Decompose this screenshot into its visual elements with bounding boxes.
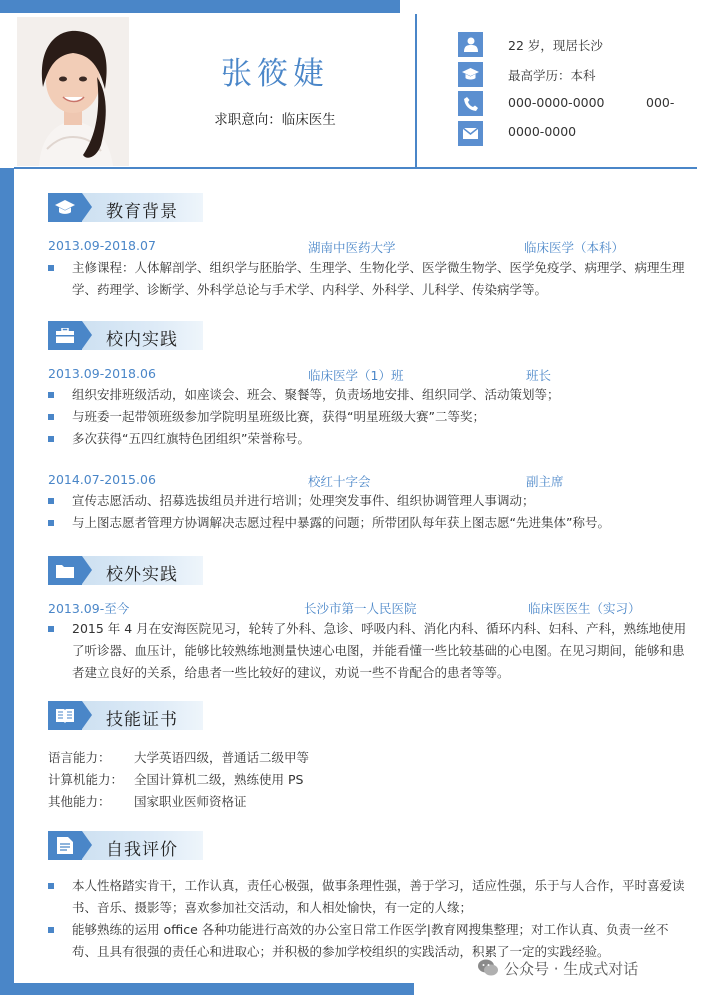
entry-role: 副主席: [526, 474, 564, 489]
skill-label: 语言能力：: [48, 750, 111, 765]
section-title: 校内实践: [106, 330, 178, 350]
self-eval-bullets: [48, 875, 688, 963]
bullet-item: 能够熟练的运用 office 各种功能进行高效的办公室日常工作医学|教育网搜集整理；对工作认真、负责一丝不苟、且具有很强的责任心和进取心；并积极的参加学校组织的实践活动，积累了一定的实践经验。: [48, 919, 688, 963]
outside-entry: [48, 599, 688, 615]
phone-part-2: 000-: [646, 95, 675, 110]
wechat-icon: [478, 959, 498, 977]
bullet-item: 与班委一起带领班级参加学院明星班级比赛，获得“明星班级大赛”二等奖；: [48, 406, 688, 428]
skill-row-computer: [48, 770, 648, 788]
bullet-item: 本人性格踏实肯干，工作认真，责任心极强，做事条理性强，善于学习，适应性强，乐于与人合作，平时喜爱读书、音乐、摄影等；喜欢参加社交活动，和人相处愉快，有一定的人缘；: [48, 875, 688, 919]
header-divider: [14, 167, 697, 169]
education-bullets: [48, 257, 688, 301]
entry-period: 2013.09-2018.07: [48, 238, 156, 253]
contact-mail: [458, 121, 484, 147]
job-objective: 求职意向：临床医生: [214, 112, 336, 128]
entry-org: 长沙市第一人民医院: [304, 601, 417, 616]
skill-row-language: [48, 748, 648, 766]
entry-role: 临床医医生（实习）: [528, 601, 641, 616]
section-title: 技能证书: [106, 710, 178, 730]
section-title: 校外实践: [106, 565, 178, 585]
section-title: 自我评价: [106, 840, 178, 860]
bullet-item: 主修课程：人体解剖学、组织学与胚胎学、生理学、生物化学、医学微生物学、医学免疫学、病理学、病理生理学、药理学、诊断学、外科学总论与手术学、内科学、外科学、儿科学、传染病学等。: [48, 257, 688, 301]
bullet-item: 与上图志愿者管理方协调解决志愿过程中暴露的问题；所带团队每年获上图志愿“先进集体”称号。: [48, 512, 688, 534]
watermark-text: 公众号 · 生成式对话: [504, 959, 639, 978]
phone-part-3: 0000-0000: [508, 124, 577, 139]
campus-entry-1-bullets: [48, 384, 688, 450]
mail-icon: [458, 121, 483, 146]
entry-period: 2013.09-至今: [48, 601, 130, 616]
resume-header: [0, 0, 703, 170]
profile-photo: [17, 17, 129, 166]
entry-role: 班长: [526, 368, 552, 383]
bottom-accent-bar: [14, 983, 414, 995]
education-text: 最高学历：本科: [508, 68, 596, 83]
education-entry: [48, 238, 688, 254]
entry-period: 2014.07-2015.06: [48, 472, 156, 487]
section-self-eval-heading: [48, 831, 208, 861]
contact-age-city: [458, 32, 698, 58]
section-campus-heading: [48, 321, 208, 351]
phone-part-1: 000-0000-0000: [508, 95, 605, 110]
contact-education: [458, 62, 698, 88]
document-icon: [55, 836, 75, 855]
entry-major: 临床医学（本科）: [524, 240, 625, 255]
skill-row-other: [48, 792, 648, 810]
watermark: [478, 956, 700, 980]
skill-value: 大学英语四级，普通话二级甲等: [134, 750, 310, 765]
bullet-item: 组织安排班级活动，如座谈会、班会、聚餐等，负责场地安排、组织同学、活动策划等；: [48, 384, 688, 406]
contact-phone: [458, 91, 698, 147]
skill-value: 全国计算机二级，熟练使用 PS: [134, 772, 304, 787]
graduation-cap-icon: [55, 198, 75, 217]
phone-icon: [458, 91, 483, 116]
left-accent-bar: [0, 168, 14, 995]
section-education-heading: [48, 193, 208, 223]
outside-bullets: [48, 618, 688, 684]
bullet-item: 宣传志愿活动、招募选拔组员并进行培训；处理突发事件、组织协调管理人事调动；: [48, 490, 688, 512]
skill-label: 其他能力：: [48, 794, 111, 809]
entry-period: 2013.09-2018.06: [48, 366, 156, 381]
candidate-name: 张筱婕: [221, 56, 329, 92]
folder-icon: [55, 561, 75, 580]
campus-entry-2-bullets: [48, 490, 688, 534]
book-icon: [55, 706, 75, 725]
age-city-text: 22 岁，现居长沙: [508, 38, 603, 53]
person-icon: [458, 32, 483, 57]
briefcase-icon: [55, 326, 75, 345]
bullet-item: 多次获得“五四红旗特色团组织”荣誉称号。: [48, 428, 688, 450]
section-skills-heading: [48, 701, 208, 731]
section-outside-heading: [48, 556, 208, 586]
graduation-cap-icon: [458, 62, 483, 87]
skill-label: 计算机能力：: [48, 772, 124, 787]
skill-value: 国家职业医师资格证: [134, 794, 247, 809]
entry-school: 湖南中医药大学: [308, 240, 396, 255]
section-title: 教育背景: [106, 202, 178, 222]
campus-entry-2: [48, 472, 688, 488]
bullet-item: 2015 年 4 月在安海医院见习，轮转了外科、急诊、呼吸内科、消化内科、循环内科、妇科、产科，熟练地使用了听诊器、血压计，能够比较熟练地测量快速心电图，并能看懂一些比较基础的心电图。在见习期间，能够和患者建立良好的关系，给患者一些比较好的建议，劝说一些不肯配合的患者等等。: [48, 618, 688, 684]
campus-entry-1: [48, 366, 688, 382]
entry-org: 校红十字会: [308, 474, 371, 489]
entry-org: 临床医学（1）班: [308, 368, 404, 383]
